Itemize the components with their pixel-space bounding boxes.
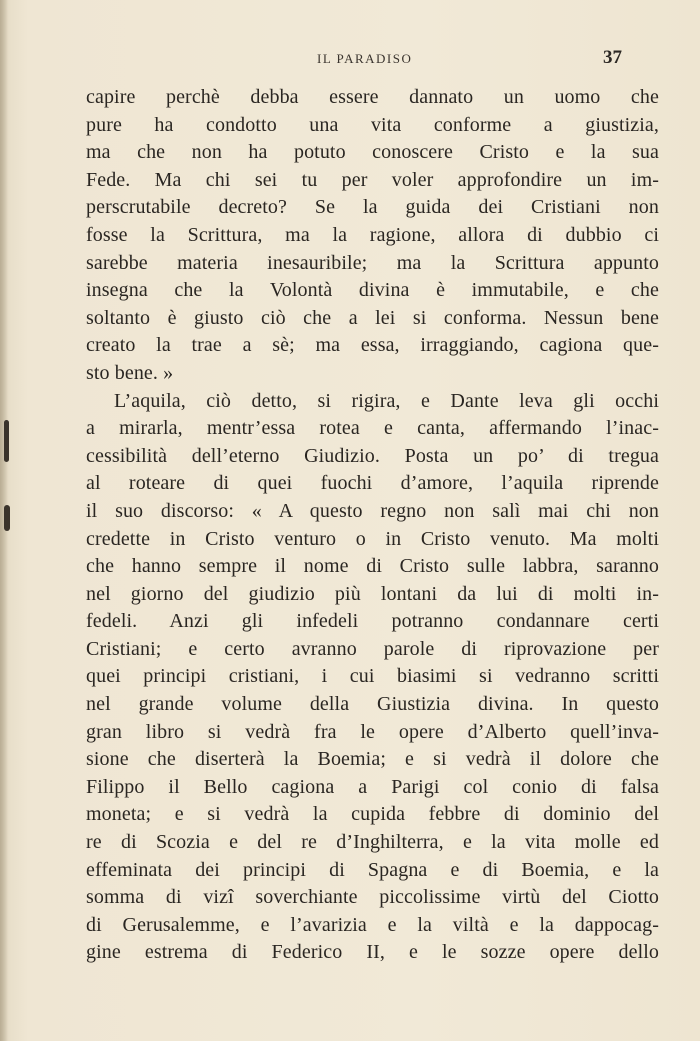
text-line: sto bene. » [86, 361, 174, 384]
page-number: 37 [603, 47, 622, 68]
text-line: somma di vizî soverchiante piccolissime virtù del Ciotto [86, 886, 659, 909]
text-line: a mirarla, mentr’essa rotea e canta, affermando l’inac- [86, 417, 659, 440]
text-line: sarebbe materia inesauribile; ma la Scrittura appunto [86, 251, 659, 274]
text-line: credette in Cristo venturo o in Cristo venuto. Ma molti [86, 527, 659, 550]
binding-thread-mark [4, 420, 9, 462]
text-line: pure ha condotto una vita conforme a giustizia, [86, 113, 659, 136]
text-line: di Gerusalemme, e l’avarizia e la viltà e la dappocag- [86, 913, 659, 936]
running-title: IL PARADISO [317, 51, 413, 66]
text-line: fosse la Scrittura, ma la ragione, allora di dubbio ci [86, 223, 659, 246]
text-line: Fede. Ma chi sei tu per voler approfondire un im- [86, 168, 659, 191]
text-line: creato la trae a sè; ma essa, irraggiando, cagiona que- [86, 334, 659, 357]
text-line: ma che non ha potuto conoscere Cristo e la sua [86, 141, 659, 164]
text-line: gran libro si vedrà fra le opere d’Alberto quell’inva- [86, 720, 659, 743]
text-line: nel giorno del giudizio più lontani da lui di molti in- [86, 582, 659, 605]
text-line: il suo discorso: « A questo regno non salì mai chi non [86, 499, 659, 522]
text-line: L’aquila, ciò detto, si rigira, e Dante leva gli occhi [114, 389, 659, 412]
text-line: perscrutabile decreto? Se la guida dei Cristiani non [86, 196, 659, 219]
text-line: moneta; e si vedrà la cupida febbre di dominio del [86, 803, 659, 826]
running-header [0, 47, 700, 71]
text-line: capire perchè debba essere dannato un uomo che [86, 86, 659, 108]
text-line: gine estrema di Federico II, e le sozze opere dello [86, 941, 659, 964]
binding-thread-mark [4, 505, 10, 531]
text-line: nel grande volume della Giustizia divina. In questo [86, 693, 659, 716]
text-line: effeminata dei principi di Spagna e di Boemia, e la [86, 858, 659, 881]
text-line: sione che diserterà la Boemia; e si vedrà il dolore che [86, 748, 659, 771]
text-line: re di Scozia e del re d’Inghilterra, e la vita molle ed [86, 831, 659, 854]
text-line: che hanno sempre il nome di Cristo sulle labbra, saranno [86, 555, 659, 578]
text-line: soltanto è giusto ciò che a lei si conforma. Nessun bene [86, 306, 659, 329]
text-line: cessibilità dell’eterno Giudizio. Posta un po’ di tregua [86, 444, 659, 467]
text-line: quei principi cristiani, i cui biasimi si vedranno scritti [86, 665, 659, 688]
text-line: fedeli. Anzi gli infedeli potranno condannare certi [86, 610, 659, 633]
body-text [86, 84, 659, 967]
text-line: Cristiani; e certo avranno parole di riprovazione per [86, 637, 659, 660]
text-line: al roteare di quei fuochi d’amore, l’aquila riprende [86, 472, 659, 495]
text-line: Filippo il Bello cagiona a Parigi col conio di falsa [86, 775, 659, 798]
text-line: insegna che la Volontà divina è immutabile, e che [86, 279, 659, 302]
